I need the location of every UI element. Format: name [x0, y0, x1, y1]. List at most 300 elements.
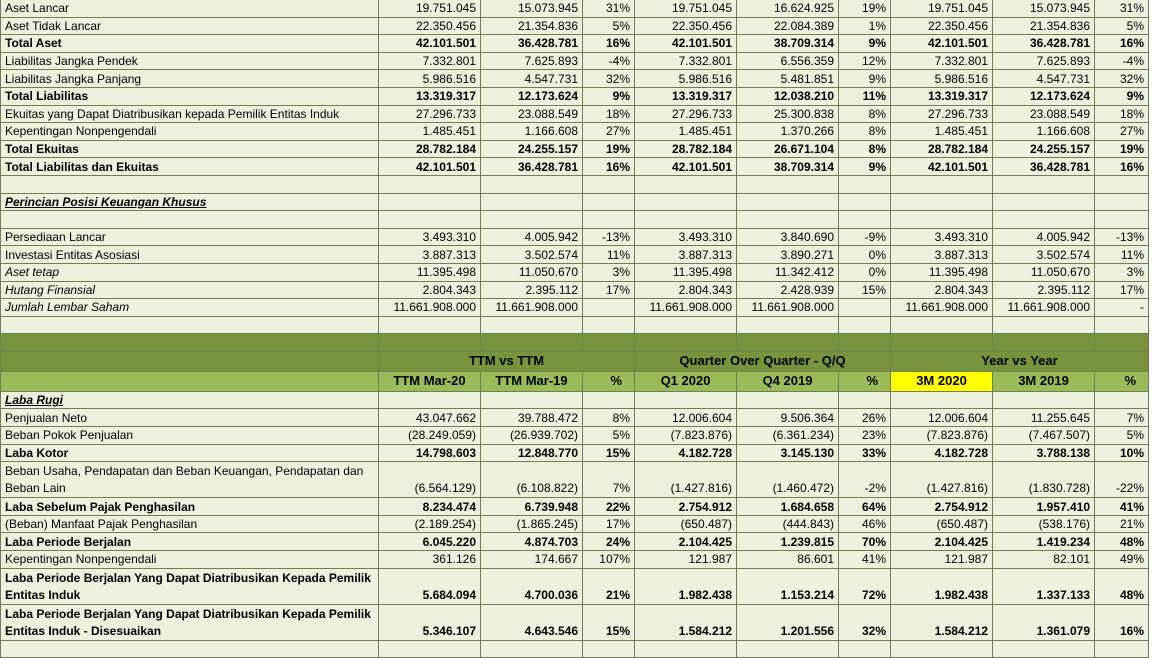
value-cell: 16% [583, 158, 635, 176]
value-cell: 41% [1095, 498, 1149, 516]
value-cell: 1.166.608 [993, 123, 1095, 141]
table-row [1, 17, 1149, 35]
value-cell: 43.047.662 [379, 409, 481, 427]
value-cell: (1.427.816) [635, 462, 737, 498]
empty-cell [737, 391, 839, 409]
table-row [1, 140, 1149, 158]
value-cell: 19.751.045 [891, 0, 993, 17]
row-label: Jumlah Lembar Saham [1, 299, 379, 317]
value-cell: 1% [839, 17, 891, 35]
row-label: Laba Periode Berjalan [1, 533, 379, 551]
empty-cell [891, 211, 993, 229]
empty-cell [839, 391, 891, 409]
empty-cell [839, 175, 891, 193]
group-ttm: TTM vs TTM [379, 351, 635, 371]
table-row [1, 105, 1149, 123]
value-cell: 5.986.516 [379, 70, 481, 88]
value-cell: -4% [583, 52, 635, 70]
section-title: Perincian Posisi Keuangan Khusus [1, 193, 379, 211]
value-cell: 11.661.908.000 [737, 299, 839, 317]
table-row [1, 246, 1149, 264]
value-cell: 49% [1095, 551, 1149, 569]
value-cell: 12.006.604 [891, 409, 993, 427]
value-cell: 11.661.908.000 [379, 299, 481, 317]
value-cell: 12% [839, 52, 891, 70]
value-cell: (6.361.234) [737, 427, 839, 445]
empty-cell [379, 334, 481, 352]
empty-cell [1095, 211, 1149, 229]
empty-cell [635, 175, 737, 193]
value-cell: 4.005.942 [481, 228, 583, 246]
row-label: Liabilitas Jangka Panjang [1, 70, 379, 88]
value-cell: (650.487) [635, 515, 737, 533]
row-label: Kepentingan Nonpengendali [1, 123, 379, 141]
value-cell: (444.843) [737, 515, 839, 533]
value-cell: 19.751.045 [379, 0, 481, 17]
empty-cell [635, 193, 737, 211]
value-cell: 5.684.094 [379, 568, 481, 604]
value-cell: 5.986.516 [891, 70, 993, 88]
section-title-row [1, 391, 1149, 409]
value-cell: 15% [839, 281, 891, 299]
balance-sheet-section [1, 0, 1149, 193]
spacer-row [1, 334, 1149, 352]
row-label: Laba Periode Berjalan Yang Dapat Diatribusikan Kepada Pemilik Entitas Induk [1, 568, 379, 604]
value-cell: 32% [1095, 70, 1149, 88]
table-row [1, 427, 1149, 445]
value-cell: 10% [1095, 444, 1149, 462]
empty-cell [1095, 193, 1149, 211]
table-row [1, 444, 1149, 462]
value-cell: 11.395.498 [635, 263, 737, 281]
value-cell: 1.153.214 [737, 568, 839, 604]
value-cell: 19% [1095, 140, 1149, 158]
empty-cell [635, 211, 737, 229]
value-cell: 32% [583, 70, 635, 88]
value-cell: 12.006.604 [635, 409, 737, 427]
value-cell: 17% [1095, 281, 1149, 299]
col-header: % [839, 371, 891, 391]
value-cell: -2% [839, 462, 891, 498]
value-cell: 1.584.212 [635, 604, 737, 640]
value-cell: 26% [839, 409, 891, 427]
value-cell: 22.084.389 [737, 17, 839, 35]
empty-cell [1095, 640, 1149, 658]
value-cell: 32% [839, 604, 891, 640]
value-cell: 2.104.425 [891, 533, 993, 551]
value-cell: 13.319.317 [635, 87, 737, 105]
value-cell: 16% [1095, 35, 1149, 53]
table-row [1, 263, 1149, 281]
empty-cell [839, 211, 891, 229]
empty-cell [481, 334, 583, 352]
value-cell: 24% [583, 533, 635, 551]
row-label: Total Liabilitas [1, 87, 379, 105]
col-header: Q4 2019 [737, 371, 839, 391]
table-row [1, 158, 1149, 176]
empty-cell [891, 193, 993, 211]
value-cell: 25.300.838 [737, 105, 839, 123]
empty-cell [379, 316, 481, 334]
value-cell: 7.332.801 [635, 52, 737, 70]
value-cell: 2.754.912 [635, 498, 737, 516]
value-cell: 72% [839, 568, 891, 604]
value-cell: 12.038.210 [737, 87, 839, 105]
value-cell: 0% [839, 263, 891, 281]
empty-cell [1, 175, 379, 193]
value-cell: 3.493.310 [379, 228, 481, 246]
value-cell: 5% [583, 17, 635, 35]
value-cell: 41% [839, 551, 891, 569]
value-cell: 23% [839, 427, 891, 445]
value-cell [839, 299, 891, 317]
value-cell: 3.840.690 [737, 228, 839, 246]
empty-cell [1095, 391, 1149, 409]
value-cell: 11.661.908.000 [993, 299, 1095, 317]
row-label: Aset Lancar [1, 0, 379, 17]
value-cell: 28.782.184 [635, 140, 737, 158]
empty-cell [635, 334, 737, 352]
value-cell: 38.709.314 [737, 35, 839, 53]
group-header-row [1, 351, 1149, 371]
empty-cell [583, 334, 635, 352]
empty-cell [1, 211, 379, 229]
value-cell: 4.547.731 [993, 70, 1095, 88]
value-cell: (538.176) [993, 515, 1095, 533]
value-cell: 36.428.781 [993, 35, 1095, 53]
table-row [1, 604, 1149, 640]
value-cell: 3.493.310 [635, 228, 737, 246]
empty-cell [635, 640, 737, 658]
spacer-row [1, 640, 1149, 658]
value-cell: 11.395.498 [379, 263, 481, 281]
value-cell: 3% [583, 263, 635, 281]
value-cell: (1.865.245) [481, 515, 583, 533]
value-cell: 9.506.364 [737, 409, 839, 427]
group-yoy: Year vs Year [891, 351, 1149, 371]
value-cell: 5% [1095, 17, 1149, 35]
value-cell: 3.145.130 [737, 444, 839, 462]
col-header-highlighted: 3M 2020 [891, 371, 993, 391]
value-cell: 82.101 [993, 551, 1095, 569]
value-cell: 36.428.781 [481, 35, 583, 53]
row-label: (Beban) Manfaat Pajak Penghasilan [1, 515, 379, 533]
value-cell: 42.101.501 [635, 158, 737, 176]
value-cell: 11.050.670 [481, 263, 583, 281]
value-cell: 11.395.498 [891, 263, 993, 281]
value-cell: (28.249.059) [379, 427, 481, 445]
comparison-header [1, 351, 1149, 391]
value-cell: 11.050.670 [993, 263, 1095, 281]
value-cell: 19% [839, 0, 891, 17]
empty-cell [993, 640, 1095, 658]
value-cell: 11.661.908.000 [635, 299, 737, 317]
value-cell: 28.782.184 [891, 140, 993, 158]
row-label: Liabilitas Jangka Pendek [1, 52, 379, 70]
value-cell: 33% [839, 444, 891, 462]
value-cell: 27.296.733 [379, 105, 481, 123]
value-cell: -13% [1095, 228, 1149, 246]
value-cell: 13.319.317 [379, 87, 481, 105]
empty-cell [481, 175, 583, 193]
value-cell [583, 299, 635, 317]
spacer-row [1, 316, 1149, 334]
value-cell: 8% [583, 409, 635, 427]
value-cell: 1.485.451 [379, 123, 481, 141]
row-label: Beban Usaha, Pendapatan dan Beban Keuangan, Pendapatan dan Beban Lain [1, 462, 379, 498]
row-label: Beban Pokok Penjualan [1, 427, 379, 445]
value-cell: 4.874.703 [481, 533, 583, 551]
value-cell: 13.319.317 [891, 87, 993, 105]
value-cell: 4.182.728 [635, 444, 737, 462]
value-cell: 86.601 [737, 551, 839, 569]
value-cell: 4.005.942 [993, 228, 1095, 246]
value-cell: 1.485.451 [891, 123, 993, 141]
value-cell: 16% [1095, 158, 1149, 176]
empty-cell [737, 211, 839, 229]
value-cell: (650.487) [891, 515, 993, 533]
value-cell: 1.361.079 [993, 604, 1095, 640]
col-header: Q1 2020 [635, 371, 737, 391]
value-cell: 39.788.472 [481, 409, 583, 427]
empty-cell [481, 211, 583, 229]
value-cell: 42.101.501 [891, 35, 993, 53]
row-label: Ekuitas yang Dapat Diatribusikan kepada Pemilik Entitas Induk [1, 105, 379, 123]
value-cell: 6.045.220 [379, 533, 481, 551]
value-cell: 0% [839, 246, 891, 264]
table-row [1, 123, 1149, 141]
empty-cell [379, 211, 481, 229]
value-cell: 1.957.410 [993, 498, 1095, 516]
value-cell: 9% [1095, 87, 1149, 105]
value-cell: (1.830.728) [993, 462, 1095, 498]
value-cell: 3% [1095, 263, 1149, 281]
value-cell: 8.234.474 [379, 498, 481, 516]
col-header: % [583, 371, 635, 391]
value-cell: 17% [583, 515, 635, 533]
empty-cell [1095, 316, 1149, 334]
value-cell: 14.798.603 [379, 444, 481, 462]
empty-cell [1, 640, 379, 658]
value-cell: 42.101.501 [891, 158, 993, 176]
value-cell: (7.467.507) [993, 427, 1095, 445]
value-cell: 2.104.425 [635, 533, 737, 551]
value-cell: 42.101.501 [379, 158, 481, 176]
subheader-blank-cell [1, 371, 379, 391]
value-cell: (7.823.876) [891, 427, 993, 445]
value-cell: 4.643.546 [481, 604, 583, 640]
value-cell: 4.182.728 [891, 444, 993, 462]
value-cell: 19% [583, 140, 635, 158]
row-label: Aset tetap [1, 263, 379, 281]
row-label: Penjualan Neto [1, 409, 379, 427]
value-cell: 42.101.501 [379, 35, 481, 53]
value-cell: (6.564.129) [379, 462, 481, 498]
empty-cell [993, 316, 1095, 334]
value-cell: 1.166.608 [481, 123, 583, 141]
value-cell: 3.502.574 [993, 246, 1095, 264]
empty-cell [379, 175, 481, 193]
value-cell: 2.754.912 [891, 498, 993, 516]
value-cell: 11.661.908.000 [481, 299, 583, 317]
row-label: Laba Sebelum Pajak Penghasilan [1, 498, 379, 516]
empty-cell [993, 175, 1095, 193]
empty-cell [481, 316, 583, 334]
value-cell: 2.395.112 [481, 281, 583, 299]
value-cell: 46% [839, 515, 891, 533]
value-cell: 5.346.107 [379, 604, 481, 640]
row-label: Kepentingan Nonpengendali [1, 551, 379, 569]
col-header: TTM Mar-20 [379, 371, 481, 391]
value-cell: 1.419.234 [993, 533, 1095, 551]
empty-cell [839, 640, 891, 658]
value-cell: 9% [839, 35, 891, 53]
value-cell: 23.088.549 [993, 105, 1095, 123]
value-cell: 8% [839, 123, 891, 141]
row-label: Total Ekuitas [1, 140, 379, 158]
value-cell: 36.428.781 [481, 158, 583, 176]
value-cell: 1.982.438 [891, 568, 993, 604]
empty-cell [583, 640, 635, 658]
value-cell: 7.332.801 [891, 52, 993, 70]
value-cell: 2.804.343 [891, 281, 993, 299]
spacer-row [1, 175, 1149, 193]
value-cell: 1.370.266 [737, 123, 839, 141]
value-cell: 24.255.157 [481, 140, 583, 158]
empty-cell [379, 193, 481, 211]
empty-cell [635, 391, 737, 409]
value-cell: 22.350.456 [635, 17, 737, 35]
value-cell: 3.502.574 [481, 246, 583, 264]
value-cell: 1.337.133 [993, 568, 1095, 604]
col-header: 3M 2019 [993, 371, 1095, 391]
value-cell: 3.788.138 [993, 444, 1095, 462]
value-cell: 7% [583, 462, 635, 498]
value-cell: 31% [583, 0, 635, 17]
empty-cell [737, 334, 839, 352]
value-cell: (26.939.702) [481, 427, 583, 445]
value-cell: 3.887.313 [379, 246, 481, 264]
value-cell: 121.987 [635, 551, 737, 569]
table-row [1, 533, 1149, 551]
value-cell: 21% [583, 568, 635, 604]
value-cell: 24.255.157 [993, 140, 1095, 158]
value-cell: 9% [839, 158, 891, 176]
value-cell: 5% [1095, 427, 1149, 445]
value-cell: 4.547.731 [481, 70, 583, 88]
empty-cell [737, 175, 839, 193]
value-cell: 7.625.893 [993, 52, 1095, 70]
empty-cell [481, 640, 583, 658]
row-label: Laba Kotor [1, 444, 379, 462]
value-cell: - [1095, 299, 1149, 317]
table-row [1, 409, 1149, 427]
value-cell: 15% [583, 444, 635, 462]
value-cell: 1.201.556 [737, 604, 839, 640]
value-cell: 11% [1095, 246, 1149, 264]
value-cell: 107% [583, 551, 635, 569]
value-cell: 11.342.412 [737, 263, 839, 281]
value-cell: 42.101.501 [635, 35, 737, 53]
value-cell: 1.982.438 [635, 568, 737, 604]
value-cell: 11% [839, 87, 891, 105]
value-cell: -4% [1095, 52, 1149, 70]
value-cell: 27.296.733 [635, 105, 737, 123]
value-cell: 1.684.658 [737, 498, 839, 516]
value-cell: 8% [839, 140, 891, 158]
header-blank-cell [1, 351, 379, 371]
value-cell: 1.239.815 [737, 533, 839, 551]
column-header-row [1, 371, 1149, 391]
value-cell: 7% [1095, 409, 1149, 427]
table-row [1, 0, 1149, 17]
value-cell: (1.427.816) [891, 462, 993, 498]
value-cell: 38.709.314 [737, 158, 839, 176]
value-cell: 361.126 [379, 551, 481, 569]
value-cell: 21.354.836 [993, 17, 1095, 35]
value-cell: 16% [1095, 604, 1149, 640]
table-row [1, 281, 1149, 299]
group-qoq: Quarter Over Quarter - Q/Q [635, 351, 891, 371]
value-cell: 18% [1095, 105, 1149, 123]
empty-cell [1095, 334, 1149, 352]
value-cell: 28.782.184 [379, 140, 481, 158]
value-cell: 19.751.045 [635, 0, 737, 17]
value-cell: (1.460.472) [737, 462, 839, 498]
empty-cell [993, 334, 1095, 352]
value-cell: 17% [583, 281, 635, 299]
value-cell: 174.667 [481, 551, 583, 569]
empty-cell [583, 193, 635, 211]
empty-cell [839, 334, 891, 352]
empty-cell [583, 211, 635, 229]
value-cell: 2.428.939 [737, 281, 839, 299]
table-row [1, 52, 1149, 70]
table-row [1, 87, 1149, 105]
income-statement-section [1, 391, 1149, 657]
value-cell: 6.739.948 [481, 498, 583, 516]
row-label: Total Liabilitas dan Ekuitas [1, 158, 379, 176]
empty-cell [891, 334, 993, 352]
table-row [1, 35, 1149, 53]
empty-cell [379, 391, 481, 409]
empty-cell [993, 391, 1095, 409]
empty-cell [737, 193, 839, 211]
value-cell: 8% [839, 105, 891, 123]
value-cell: 3.887.313 [635, 246, 737, 264]
table-row [1, 299, 1149, 317]
value-cell: 2.804.343 [635, 281, 737, 299]
value-cell: 11% [583, 246, 635, 264]
value-cell: 22.350.456 [379, 17, 481, 35]
empty-cell [379, 640, 481, 658]
empty-cell [635, 316, 737, 334]
value-cell: 9% [583, 87, 635, 105]
table-row [1, 551, 1149, 569]
value-cell: -22% [1095, 462, 1149, 498]
value-cell: 15% [583, 604, 635, 640]
value-cell: 70% [839, 533, 891, 551]
value-cell: (6.108.822) [481, 462, 583, 498]
value-cell: 21% [1095, 515, 1149, 533]
empty-cell [891, 316, 993, 334]
empty-cell [1095, 175, 1149, 193]
value-cell: 2.395.112 [993, 281, 1095, 299]
value-cell: 36.428.781 [993, 158, 1095, 176]
value-cell: 23.088.549 [481, 105, 583, 123]
value-cell: 3.887.313 [891, 246, 993, 264]
table-row [1, 70, 1149, 88]
